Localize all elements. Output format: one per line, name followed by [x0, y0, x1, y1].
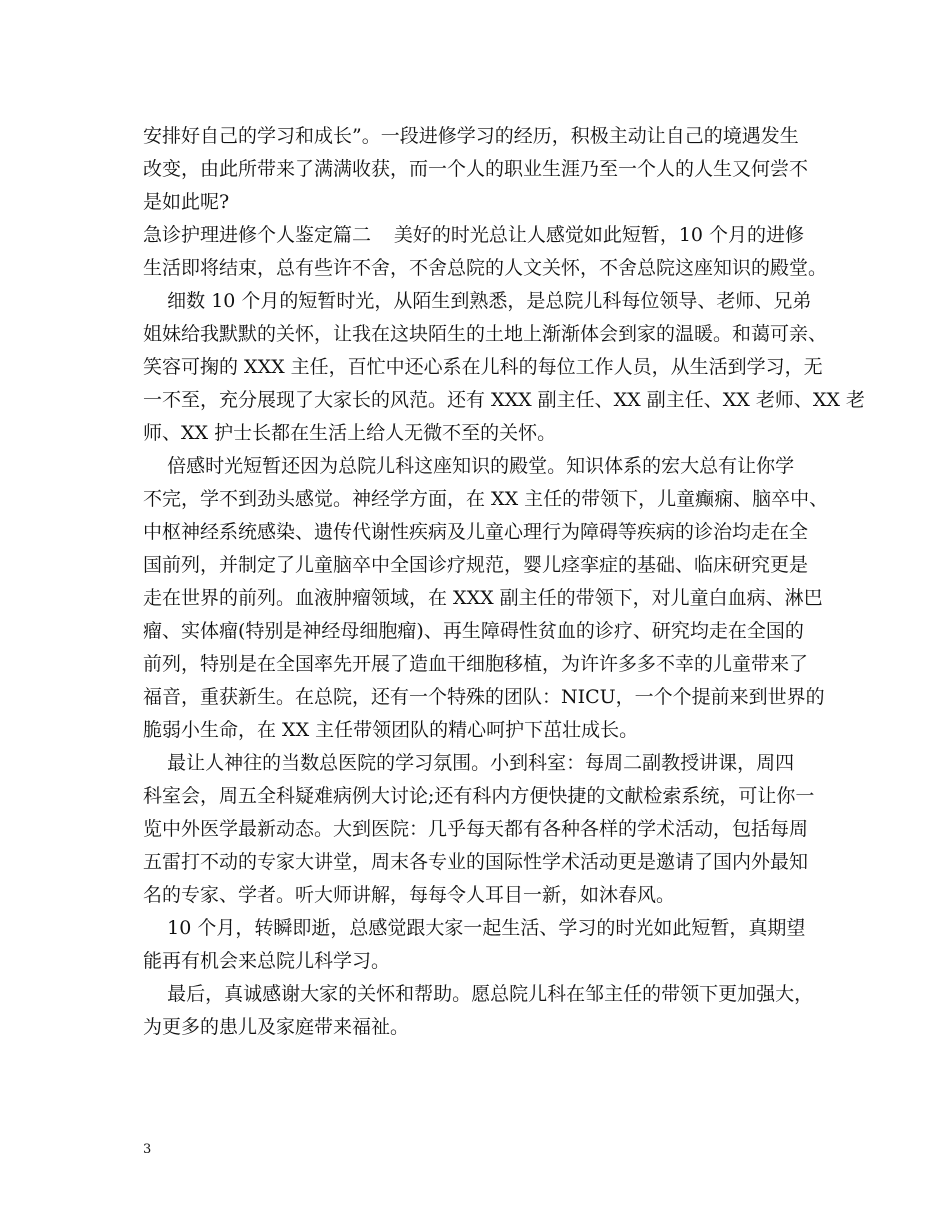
section-heading-line: 急诊护理进修个人鉴定篇二 美好的时光总让人感觉如此短暂，10 个月的进修: [143, 224, 805, 246]
text-line: 前列，特别是在全国率先开展了造血干细胞移植，为许许多多不幸的儿童带来了: [143, 653, 809, 675]
text-line: 科室会，周五全科疑难病例大讨论;还有科内方便快捷的文献检索系统，可让你一: [143, 785, 815, 807]
text-line: 生活即将结束，总有些许不舍，不舍总院的人文关怀，不舍总院这座知识的殿堂。: [143, 257, 828, 279]
text-line: 安排好自己的学习和成长”。一段进修学习的经历，积极主动让自己的境遇发生: [143, 125, 799, 147]
text-line: 改变，由此所带来了满满收获，而一个人的职业生涯乃至一个人的人生又何尝不: [143, 158, 809, 180]
text-line: 走在世界的前列。血液肿瘤领域，在 XXX 副主任的带领下，对儿童白血病、淋巴: [143, 587, 823, 609]
text-line: 倍感时光短暂还因为总院儿科这座知识的殿堂。知识体系的宏大总有让你学: [143, 455, 795, 477]
text-line: 一不至，充分展现了大家长的风范。还有 XXX 副主任、XX 副主任、XX 老师、XX 老: [143, 389, 865, 411]
text-line: 五雷打不动的专家大讲堂，周末各专业的国际性学术活动更是邀请了国内外最知: [143, 851, 809, 873]
text-line: 师、XX 护士长都在生活上给人无微不至的关怀。: [143, 422, 557, 444]
text-line: 最让人神往的当数总医院的学习氛围。小到科室：每周二副教授讲课，周四: [143, 752, 795, 774]
body-text: [143, 120, 865, 1044]
text-line: 是如此呢?: [143, 191, 230, 213]
text-line: 国前列，并制定了儿童脑卒中全国诊疗规范，婴儿痉挛症的基础、临床研究更是: [143, 554, 809, 576]
text-line: 细数 10 个月的短暂时光，从陌生到熟悉，是总院儿科每位领导、老师、兄弟: [143, 290, 812, 312]
text-line: 不完，学不到劲头感觉。神经学方面，在 XX 主任的带领下，儿童癫痫、脑卒中、: [143, 488, 829, 510]
text-line: 中枢神经系统感染、遗传代谢性疾病及儿童心理行为障碍等疾病的诊治均走在全: [143, 521, 809, 543]
text-line: 为更多的患儿及家庭带来福祉。: [143, 1016, 410, 1038]
text-line: 瘤、实体瘤(特别是神经母细胞瘤)、再生障碍性贫血的诊疗、研究均走在全国的: [143, 620, 804, 642]
text-line: 览中外医学最新动态。大到医院：几乎每天都有各种各样的学术活动，包括每周: [143, 818, 809, 840]
text-line: 脆弱小生命，在 XX 主任带领团队的精心呵护下茁壮成长。: [143, 719, 639, 741]
text-line: 名的专家、学者。听大师讲解，每每令人耳目一新，如沐春风。: [143, 884, 676, 906]
text-line: 福音，重获新生。在总院，还有一个特殊的团队：NICU，一个个提前来到世界的: [143, 686, 825, 708]
text-line: 姐妹给我默默的关怀，让我在这块陌生的土地上渐渐体会到家的温暖。和蔼可亲、: [143, 323, 828, 345]
text-line: 能再有机会来总院儿科学习。: [143, 950, 391, 972]
page-number: 3: [143, 1142, 152, 1157]
text-line: 笑容可掬的 XXX 主任，百忙中还心系在儿科的每位工作人员，从生活到学习，无: [143, 356, 823, 378]
text-line: 10 个月，转瞬即逝，总感觉跟大家一起生活、学习的时光如此短暂，真期望: [143, 917, 806, 939]
text-line: 最后，真诚感谢大家的关怀和帮助。愿总院儿科在邹主任的带领下更加强大，: [143, 983, 814, 1005]
